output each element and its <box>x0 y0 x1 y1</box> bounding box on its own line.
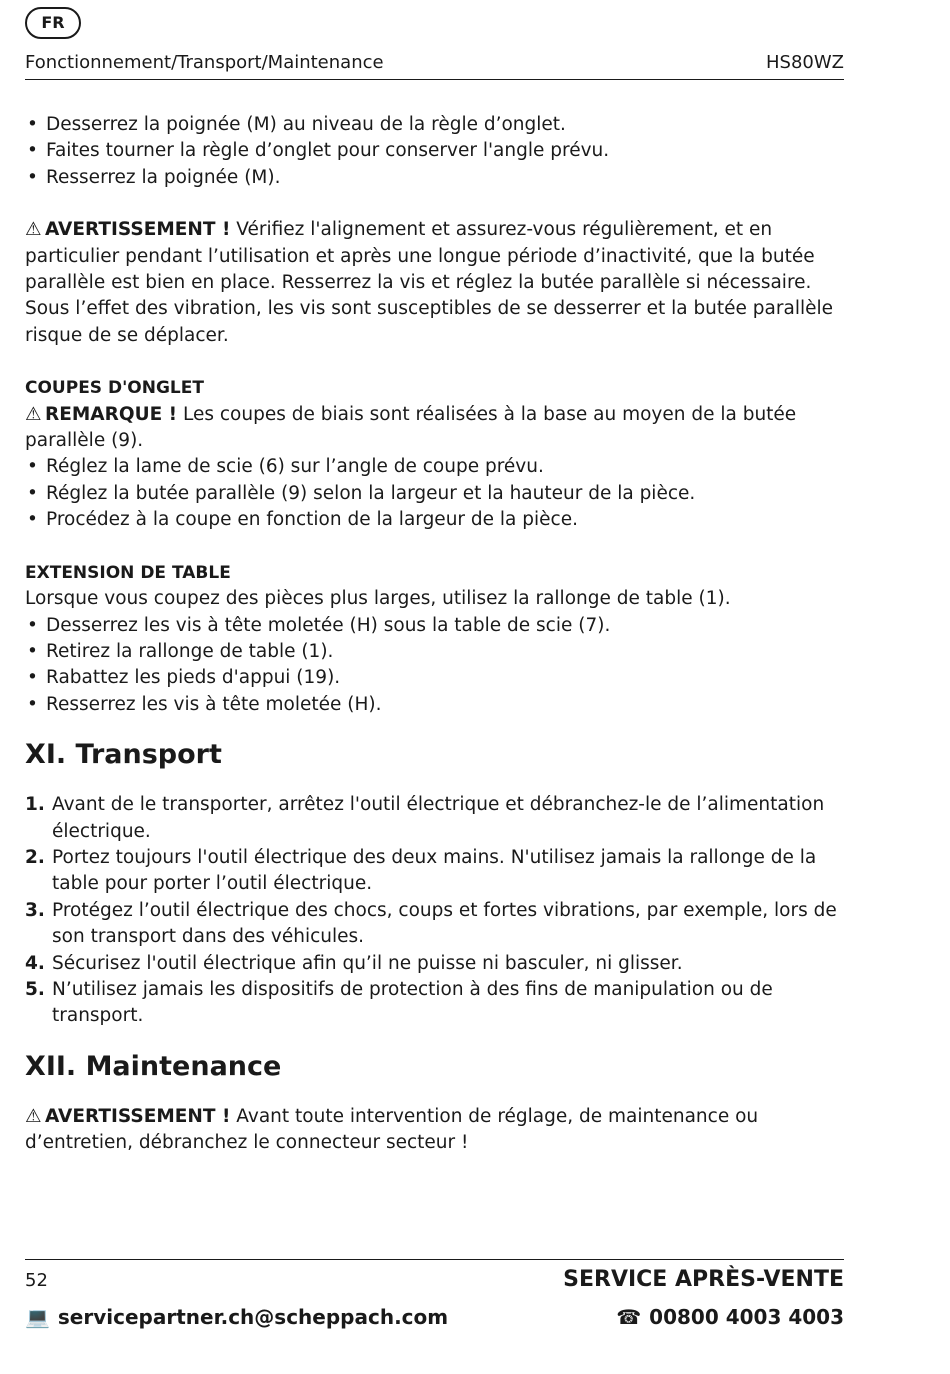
warning-label: AVERTISSEMENT ! <box>45 1105 231 1127</box>
list-item: • Réglez la lame de scie (6) sur l’angle de coupe prévu. <box>25 454 844 480</box>
header-section-title: Fonctionnement/Transport/Maintenance <box>25 52 384 73</box>
list-item: 2. Portez toujours l'outil électrique des deux mains. N'utilisez jamais la rallonge de la table pour porter l’outil électrique. <box>25 846 817 895</box>
list-item: • Resserrez les vis à tête moletée (H). <box>25 692 844 718</box>
subheading-miter-cuts: COUPES D'ONGLET <box>25 378 204 399</box>
footer-email <box>25 1303 448 1331</box>
list-item: 5. N’utilisez jamais les dispositifs de protection à des fins de manipulation ou de transport. <box>25 978 773 1027</box>
list-item: • Desserrez la poignée (M) au niveau de la règle d’onglet. <box>25 112 844 138</box>
numbered-list-transport <box>25 792 844 1030</box>
email-address[interactable]: servicepartner.ch@scheppach.com <box>57 1305 449 1329</box>
list-item: 1. Avant de le transporter, arrêtez l'outil électrique et débranchez-le de l’alimentation électrique. <box>25 794 825 842</box>
note-paragraph <box>25 402 844 455</box>
list-item: 3. Protégez l’outil électrique des chocs, coups et fortes vibrations, par exemple, lors de son transport dans des véhicules. <box>25 899 837 948</box>
warning-label: AVERTISSEMENT ! <box>45 219 231 241</box>
maintenance-warning <box>25 1104 844 1157</box>
list-item: • Desserrez les vis à tête moletée (H) sous la table de scie (7). <box>25 613 844 639</box>
page-number: 52 <box>25 1270 48 1291</box>
warning-paragraph <box>25 217 844 349</box>
section-heading-transport: XI. Transport <box>25 739 222 771</box>
bullet-list-miter-cuts <box>25 454 844 533</box>
warning-text: Vérifiez l'alignement et assurez-vous régulièrement, et en particulier pendant l’utilisation et après une longue période d’inactivité, que la butée parallèle est bien en place. Resserrez la vis et réglez la butée parallèle si nécessaire. Sous l’effet des vibration, les vis sont susceptibles de se desserrer et la butée parallèle risque de se déplacer. <box>25 219 834 346</box>
note-text: Les coupes de biais sont réalisées à la base au moyen de la butée parallèle (9). <box>25 403 797 452</box>
list-item: 4. Sécurisez l'outil électrique afin qu’il ne puisse ni basculer, ni glisser. <box>25 952 683 974</box>
list-item: • Resserrez la poignée (M). <box>25 165 844 191</box>
bullet-list-miter-gauge <box>25 112 844 191</box>
page-header <box>25 50 844 80</box>
bullet-list-table-extension <box>25 613 844 719</box>
main-content <box>25 112 844 1157</box>
warning-icon: ⚠ <box>25 219 42 241</box>
footer-divider <box>25 1259 844 1260</box>
header-model: HS80WZ <box>766 52 844 73</box>
service-title: SERVICE APRÈS-VENTE <box>563 1267 844 1292</box>
warning-icon: ⚠ <box>25 403 42 425</box>
list-item: • Faites tourner la règle d’onglet pour conserver l'angle prévu. <box>25 138 844 164</box>
note-label: REMARQUE ! <box>45 403 178 425</box>
subheading-table-extension: EXTENSION DE TABLE <box>25 562 231 583</box>
section-heading-maintenance: XII. Maintenance <box>25 1050 282 1082</box>
computer-icon: 💻 <box>25 1305 50 1329</box>
list-item: • Procédez à la coupe en fonction de la largeur de la pièce. <box>25 507 844 533</box>
language-badge: FR <box>25 7 81 39</box>
warning-icon: ⚠ <box>25 1105 42 1127</box>
phone-number[interactable]: 00800 4003 4003 <box>649 1305 844 1329</box>
list-item: • Réglez la butée parallèle (9) selon la largeur et la hauteur de la pièce. <box>25 481 844 507</box>
list-item: • Retirez la rallonge de table (1). <box>25 639 844 665</box>
list-item: • Rabattez les pieds d'appui (19). <box>25 665 844 691</box>
extension-intro: Lorsque vous coupez des pièces plus larges, utilisez la rallonge de table (1). <box>25 588 731 610</box>
warning-text: Avant toute intervention de réglage, de maintenance ou d’entretien, débranchez le connecteur secteur ! <box>25 1105 759 1154</box>
footer-phone <box>616 1303 844 1331</box>
phone-icon: ☎ <box>616 1305 642 1329</box>
